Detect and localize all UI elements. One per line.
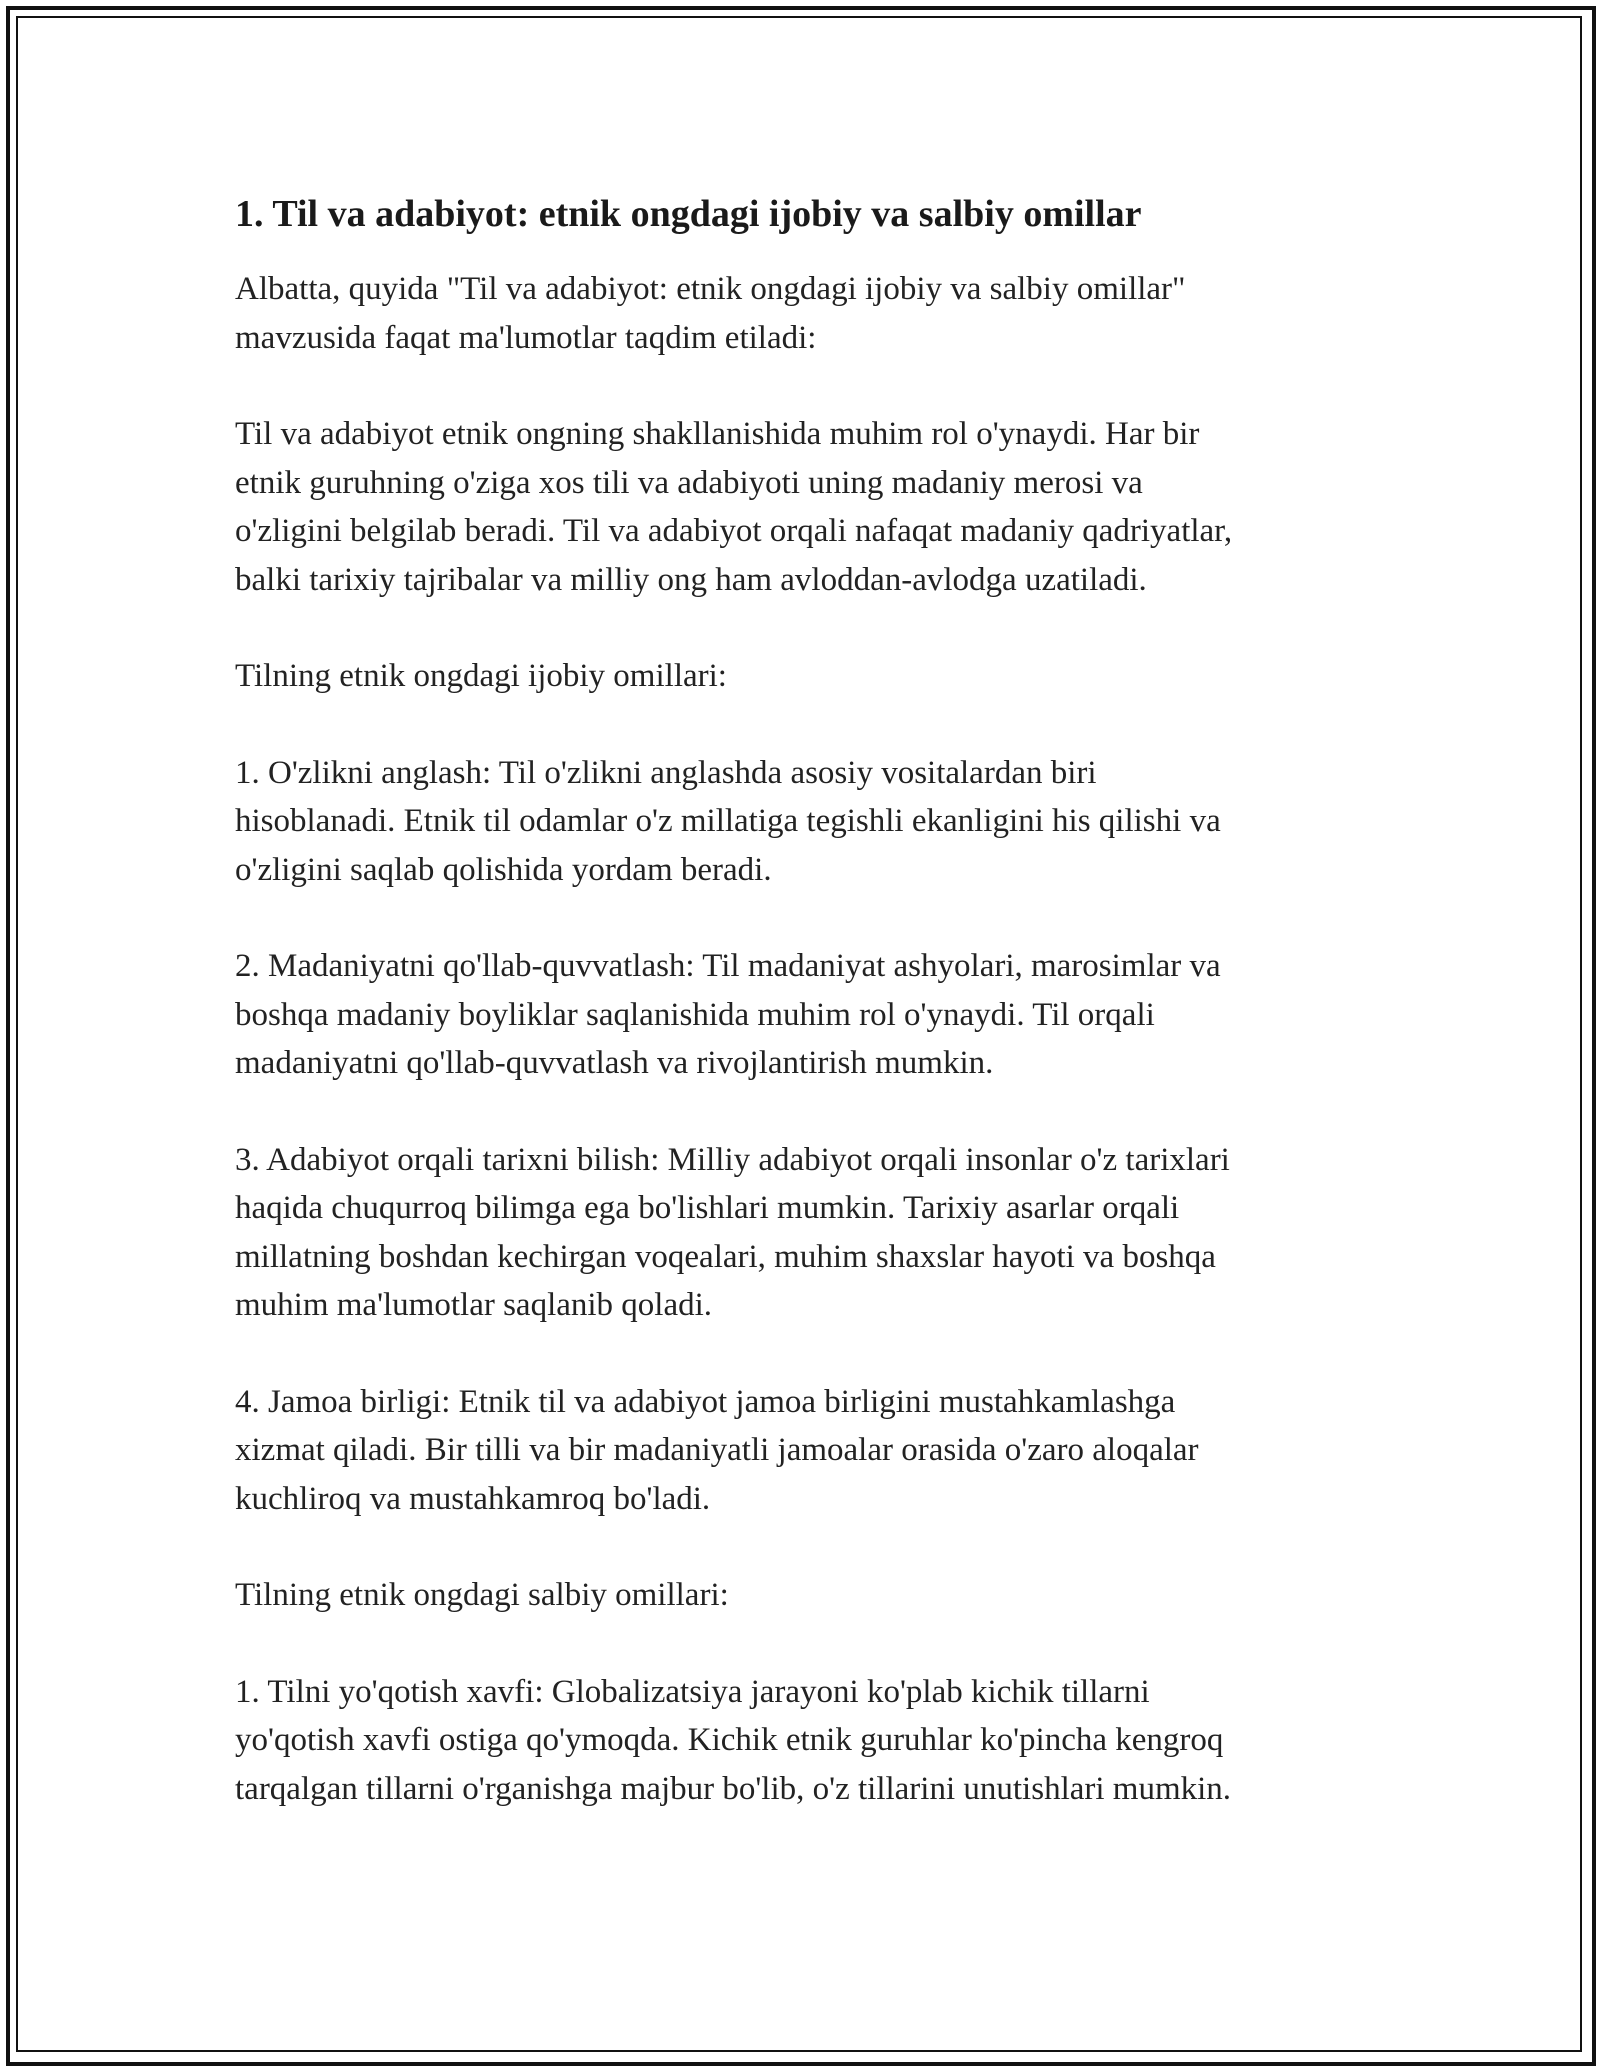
- text-line: Til va adabiyot etnik ongning shakllanishida muhim rol o'ynaydi. Har bir: [235, 416, 1200, 452]
- list-item-positive-1: [235, 749, 1365, 895]
- section-heading-negative: [235, 1571, 1365, 1620]
- text-line: etnik guruhning o'ziga xos tili va adabiyoti uning madaniy merosi va: [235, 464, 1143, 501]
- text-line: Tilning etnik ongdagi salbiy omillari:: [235, 1577, 729, 1613]
- list-item-negative-1: [235, 1668, 1365, 1814]
- text-line: o'zligini belgilab beradi. Til va adabiyot orqali nafaqat madaniy qadriyatlar,: [235, 513, 1233, 549]
- text-line: yo'qotish xavfi ostiga qo'ymoqda. Kichik etnik guruhlar ko'pincha kengroq: [235, 1722, 1224, 1758]
- text-line: millatning boshdan kechirgan voqealari, muhim shaxslar hayoti va boshqa: [235, 1238, 1216, 1275]
- list-item-positive-4: [235, 1378, 1365, 1524]
- text-line: boshqa madaniy boyliklar saqlanishida muhim rol o'ynaydi. Til orqali: [235, 996, 1155, 1033]
- text-line: o'zligini saqlab qolishida yordam beradi.: [235, 851, 772, 888]
- document-body: [235, 185, 1365, 1861]
- text-line: muhim ma'lumotlar saqlanib qoladi.: [235, 1287, 713, 1323]
- text-line: kuchliroq va mustahkamroq bo'ladi.: [235, 1480, 711, 1517]
- text-line: balki tarixiy tajribalar va milliy ong ham avloddan-avlodga uzatiladi.: [235, 561, 1147, 598]
- text-line: 4. Jamoa birligi: Etnik til va adabiyot jamoa birligini mustahkamlashga: [235, 1383, 1176, 1420]
- text-line: 1. O'zlikni anglash: Til o'zlikni anglashda asosiy vositalardan biri: [235, 754, 1097, 791]
- text-line: Tilning etnik ongdagi ijobiy omillari:: [235, 658, 727, 694]
- text-line: haqida chuqurroq bilimga ega bo'lishlari mumkin. Tarixiy asarlar orqali: [235, 1190, 1180, 1226]
- list-item-positive-3: [235, 1136, 1365, 1330]
- paragraph-intro: [235, 265, 1365, 362]
- text-line: mavzusida faqat ma'lumotlar taqdim etiladi:: [235, 319, 817, 356]
- paragraph-overview: [235, 410, 1365, 604]
- text-line: 3. Adabiyot orqali tarixni bilish: Milliy adabiyot orqali insonlar o'z tarixlari: [235, 1141, 1230, 1178]
- text-line: 2. Madaniyatni qo'llab-quvvatlash: Til madaniyat ashyolari, marosimlar va: [235, 948, 1221, 984]
- text-line: xizmat qiladi. Bir tilli va bir madaniyatli jamoalar orasida o'zaro aloqalar: [235, 1432, 1199, 1468]
- text-line: tarqalgan tillarni o'rganishga majbur bo'lib, o'z tillarini unutishlari mumkin.: [235, 1770, 1232, 1807]
- section-heading-positive: [235, 652, 1365, 701]
- list-item-positive-2: [235, 942, 1365, 1088]
- text-line: Albatta, quyida "Til va adabiyot: etnik ongdagi ijobiy va salbiy omillar": [235, 271, 1186, 307]
- text-line: hisoblanadi. Etnik til odamlar o'z millatiga tegishli ekanligini his qilishi va: [235, 803, 1221, 839]
- text-line: 1. Tilni yo'qotish xavfi: Globalizatsiya jarayoni ko'plab kichik tillarni: [235, 1673, 1150, 1710]
- text-line: madaniyatni qo'llab-quvvatlash va rivojlantirish mumkin.: [235, 1045, 994, 1081]
- document-title: 1. Til va adabiyot: etnik ongdagi ijobiy va salbiy omillar: [235, 193, 1142, 235]
